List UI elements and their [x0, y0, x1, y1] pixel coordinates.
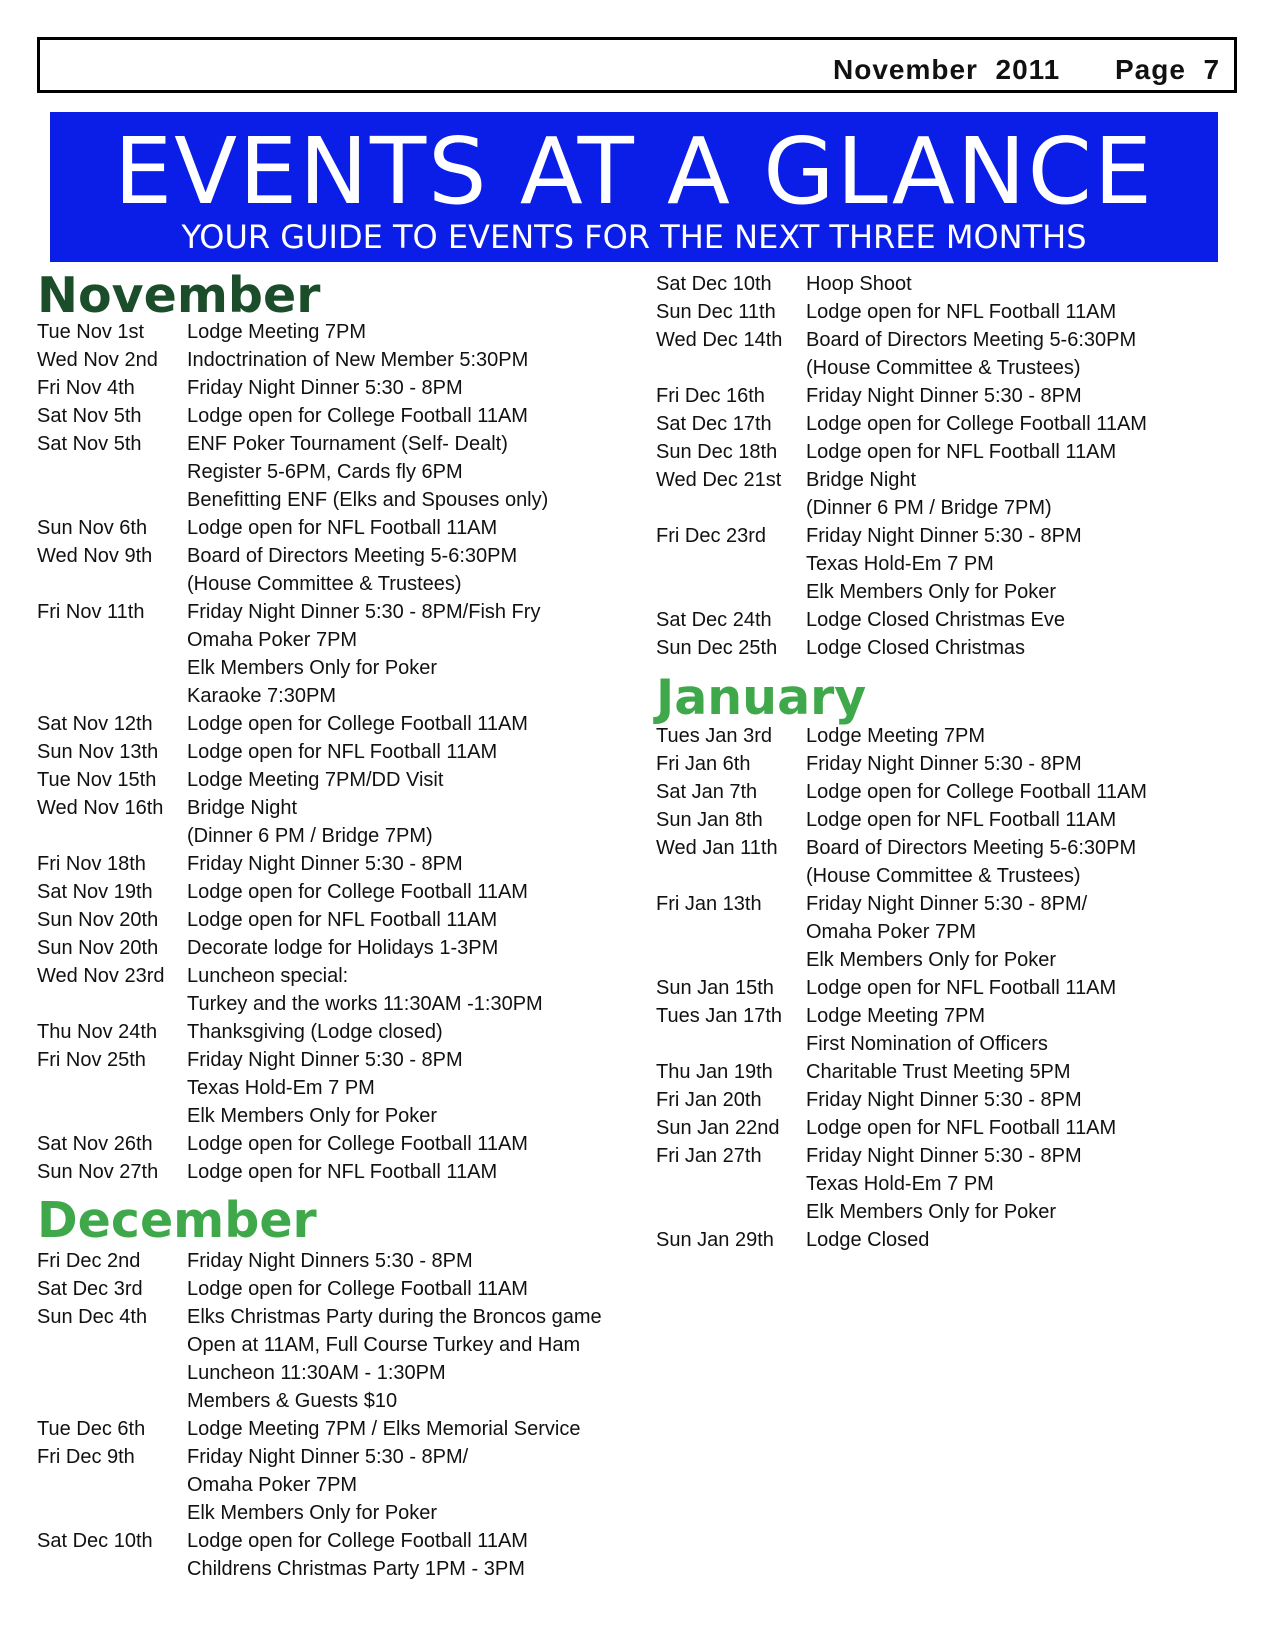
event-row	[37, 542, 548, 570]
event-row	[37, 1130, 548, 1158]
event-date: Wed Jan 11th	[656, 837, 778, 859]
event-description: Board of Directors Meeting 5-6:30PM	[806, 837, 1137, 859]
banner-title: EVENTS AT A GLANCE	[113, 118, 1155, 225]
event-description: Lodge open for College Football 11AM	[187, 713, 528, 735]
event-description: Omaha Poker 7PM	[187, 629, 358, 651]
event-row	[656, 918, 1147, 946]
event-description: Texas Hold-Em 7 PM	[187, 1077, 375, 1099]
event-row	[656, 1170, 1147, 1198]
event-row	[656, 946, 1147, 974]
event-row	[37, 346, 548, 374]
event-description: First Nomination of Officers	[806, 1033, 1048, 1055]
event-date	[37, 654, 187, 682]
event-description: Elk Members Only for Poker	[806, 581, 1057, 603]
event-description: Hoop Shoot	[806, 273, 912, 295]
event-description: Open at 11AM, Full Course Turkey and Ham	[187, 1334, 581, 1356]
event-description: Friday Night Dinner 5:30 - 8PM	[806, 753, 1082, 775]
event-row	[37, 1359, 602, 1387]
event-description: Elk Members Only for Poker	[806, 1201, 1057, 1223]
event-row	[37, 1527, 602, 1555]
event-row	[656, 494, 1147, 522]
event-row	[656, 550, 1147, 578]
issue-date: November 2011	[833, 54, 1061, 85]
event-row	[37, 458, 548, 486]
event-description: Turkey and the works 11:30AM -1:30PM	[187, 993, 543, 1015]
event-row	[37, 850, 548, 878]
event-description: Friday Night Dinner 5:30 - 8PM/Fish Fry	[187, 601, 541, 623]
event-description: Decorate lodge for Holidays 1-3PM	[187, 937, 499, 959]
event-description: Board of Directors Meeting 5-6:30PM	[187, 545, 518, 567]
event-description: Lodge open for NFL Football 11AM	[187, 909, 498, 931]
event-description: ENF Poker Tournament (Self- Dealt)	[187, 433, 508, 455]
event-date	[37, 1331, 187, 1359]
event-date: Sun Nov 20th	[37, 909, 159, 931]
event-row	[37, 906, 548, 934]
january-event-list	[656, 722, 1147, 1254]
november-heading: November	[37, 267, 321, 324]
event-row	[656, 1198, 1147, 1226]
event-date: Thu Nov 24th	[37, 1021, 158, 1043]
event-description: Lodge open for NFL Football 11AM	[806, 441, 1117, 463]
event-row	[656, 778, 1147, 806]
event-date: Fri Dec 16th	[656, 385, 765, 407]
event-date	[656, 550, 806, 578]
event-description: Childrens Christmas Party 1PM - 3PM	[187, 1558, 525, 1580]
event-date	[37, 1499, 187, 1527]
event-description: Elk Members Only for Poker	[187, 657, 438, 679]
event-date: Tues Jan 17th	[656, 1005, 783, 1027]
event-row	[656, 1002, 1147, 1030]
event-row	[656, 634, 1147, 662]
event-description: Charitable Trust Meeting 5PM	[806, 1061, 1071, 1083]
events-banner	[50, 112, 1218, 262]
event-description: Luncheon 11:30AM - 1:30PM	[187, 1362, 446, 1384]
event-date: Sun Nov 6th	[37, 517, 148, 539]
event-date: Tue Nov 1st	[37, 321, 145, 343]
event-row	[37, 1275, 602, 1303]
event-description: Lodge open for NFL Football 11AM	[806, 1117, 1117, 1139]
event-date	[656, 354, 806, 382]
event-description: Lodge Meeting 7PM	[806, 725, 986, 747]
event-description: Friday Night Dinner 5:30 - 8PM/	[187, 1446, 469, 1468]
event-date	[656, 494, 806, 522]
event-row	[37, 1102, 548, 1130]
event-description: Lodge open for NFL Football 11AM	[806, 301, 1117, 323]
event-row	[656, 326, 1147, 354]
event-date	[656, 1198, 806, 1226]
event-date: Sat Dec 17th	[656, 413, 772, 435]
event-date: Sun Nov 13th	[37, 741, 159, 763]
event-description: (House Committee & Trustees)	[806, 865, 1081, 887]
event-description: Members & Guests $10	[187, 1390, 398, 1412]
december-event-list-right	[656, 270, 1147, 662]
event-date: Sun Dec 18th	[656, 441, 778, 463]
event-row	[656, 722, 1147, 750]
event-date	[37, 458, 187, 486]
event-description: Lodge open for College Football 11AM	[187, 1278, 528, 1300]
event-date: Sun Nov 20th	[37, 937, 159, 959]
event-date: Sun Jan 29th	[656, 1229, 774, 1251]
event-date: Sat Nov 5th	[37, 433, 142, 455]
event-row	[37, 1443, 602, 1471]
event-row	[37, 626, 548, 654]
event-date	[656, 862, 806, 890]
event-description: Lodge open for NFL Football 11AM	[187, 1161, 498, 1183]
event-date: Sun Jan 15th	[656, 977, 774, 999]
event-date	[37, 1555, 187, 1583]
event-row	[37, 514, 548, 542]
event-date: Fri Nov 25th	[37, 1049, 146, 1071]
page-header	[37, 37, 1237, 93]
event-description: Lodge open for College Football 11AM	[806, 781, 1147, 803]
event-date	[656, 578, 806, 606]
event-row	[656, 1058, 1147, 1086]
event-date: Sun Jan 8th	[656, 809, 763, 831]
event-description: Friday Night Dinner 5:30 - 8PM	[187, 1049, 463, 1071]
event-date: Sat Nov 19th	[37, 881, 153, 903]
event-row	[37, 1158, 548, 1186]
event-row	[656, 1086, 1147, 1114]
event-row	[37, 738, 548, 766]
event-description: Lodge Closed Christmas Eve	[806, 609, 1066, 631]
event-row	[37, 962, 548, 990]
event-row	[37, 1555, 602, 1583]
event-date	[37, 822, 187, 850]
event-date	[37, 682, 187, 710]
event-date: Thu Jan 19th	[656, 1061, 773, 1083]
event-date: Wed Dec 21st	[656, 469, 782, 491]
event-row	[656, 270, 1147, 298]
event-date: Sat Nov 26th	[37, 1133, 153, 1155]
event-date: Tue Nov 15th	[37, 769, 157, 791]
event-row	[37, 1303, 602, 1331]
event-row	[37, 402, 548, 430]
event-date: Sat Nov 12th	[37, 713, 153, 735]
event-row	[37, 1471, 602, 1499]
event-description: Friday Night Dinner 5:30 - 8PM	[187, 853, 463, 875]
event-description: (Dinner 6 PM / Bridge 7PM)	[806, 497, 1052, 519]
event-description: Lodge Meeting 7PM	[187, 321, 367, 343]
event-description: Lodge Meeting 7PM / Elks Memorial Service	[187, 1418, 581, 1440]
event-row	[37, 1046, 548, 1074]
event-row	[656, 890, 1147, 918]
event-description: Friday Night Dinner 5:30 - 8PM	[806, 1145, 1082, 1167]
event-date: Fri Nov 11th	[37, 601, 145, 623]
event-description: Lodge open for College Football 11AM	[187, 405, 528, 427]
event-row	[37, 682, 548, 710]
event-description: Elks Christmas Party during the Broncos game	[187, 1306, 602, 1328]
event-description: Bridge Night	[806, 469, 917, 491]
event-row	[37, 1387, 602, 1415]
event-description: (House Committee & Trustees)	[187, 573, 462, 595]
event-description: Lodge open for College Football 11AM	[187, 1530, 528, 1552]
event-description: Indoctrination of New Member 5:30PM	[187, 349, 529, 371]
event-row	[656, 410, 1147, 438]
event-date: Sun Jan 22nd	[656, 1117, 780, 1139]
event-row	[656, 750, 1147, 778]
event-row	[656, 862, 1147, 890]
event-date: Fri Jan 27th	[656, 1145, 762, 1167]
event-date: Sun Dec 11th	[656, 301, 776, 323]
event-row	[656, 466, 1147, 494]
event-description: Lodge Meeting 7PM	[806, 1005, 986, 1027]
event-description: Omaha Poker 7PM	[806, 921, 977, 943]
event-description: Lodge open for College Football 11AM	[187, 881, 528, 903]
january-heading: January	[656, 669, 867, 726]
event-description: Friday Night Dinner 5:30 - 8PM	[806, 385, 1082, 407]
event-description: Thanksgiving (Lodge closed)	[187, 1021, 443, 1043]
event-description: Friday Night Dinner 5:30 - 8PM/	[806, 893, 1088, 915]
event-row	[37, 934, 548, 962]
event-date: Tue Dec 6th	[37, 1418, 146, 1440]
event-row	[37, 794, 548, 822]
event-date	[656, 946, 806, 974]
event-description: Friday Night Dinner 5:30 - 8PM	[187, 377, 463, 399]
event-description: Lodge open for NFL Football 11AM	[806, 977, 1117, 999]
event-description: Register 5-6PM, Cards fly 6PM	[187, 461, 463, 483]
page-number: Page 7	[1115, 54, 1221, 85]
event-description: Texas Hold-Em 7 PM	[806, 1173, 994, 1195]
event-date: Sat Dec 10th	[656, 273, 772, 295]
event-description: Texas Hold-Em 7 PM	[806, 553, 994, 575]
event-description: Lodge open for College Football 11AM	[806, 413, 1147, 435]
event-row	[656, 1142, 1147, 1170]
event-date: Sat Dec 24th	[656, 609, 772, 631]
event-row	[37, 430, 548, 458]
event-row	[37, 878, 548, 906]
event-date: Wed Nov 9th	[37, 545, 153, 567]
event-date: Fri Jan 13th	[656, 893, 762, 915]
event-row	[37, 822, 548, 850]
event-description: Friday Night Dinner 5:30 - 8PM	[806, 1089, 1082, 1111]
event-date	[37, 486, 187, 514]
event-row	[656, 834, 1147, 862]
event-date	[656, 1030, 806, 1058]
event-description: Lodge open for College Football 11AM	[187, 1133, 528, 1155]
event-date	[37, 1471, 187, 1499]
event-date	[656, 1170, 806, 1198]
event-description: Luncheon special:	[187, 965, 349, 987]
event-date	[37, 1074, 187, 1102]
event-date: Fri Jan 20th	[656, 1089, 762, 1111]
event-date: Sat Dec 3rd	[37, 1278, 143, 1300]
december-heading: December	[37, 1192, 317, 1249]
event-description: (House Committee & Trustees)	[806, 357, 1081, 379]
event-date: Fri Dec 23rd	[656, 525, 767, 547]
event-date: Fri Nov 4th	[37, 377, 135, 399]
event-description: Benefitting ENF (Elks and Spouses only)	[187, 489, 549, 511]
event-row	[656, 522, 1147, 550]
event-row	[37, 990, 548, 1018]
event-row	[37, 1074, 548, 1102]
event-row	[656, 438, 1147, 466]
event-description: Friday Night Dinners 5:30 - 8PM	[187, 1250, 473, 1272]
december-event-list-left	[37, 1247, 602, 1583]
event-row	[37, 766, 548, 794]
event-description: Lodge open for NFL Football 11AM	[806, 809, 1117, 831]
event-row	[656, 382, 1147, 410]
event-date: Fri Nov 18th	[37, 853, 146, 875]
event-row	[37, 318, 548, 346]
event-row	[656, 1030, 1147, 1058]
event-date	[37, 626, 187, 654]
event-description: (Dinner 6 PM / Bridge 7PM)	[187, 825, 433, 847]
event-row	[656, 974, 1147, 1002]
event-date: Sat Jan 7th	[656, 781, 758, 803]
event-row	[37, 654, 548, 682]
event-row	[37, 1247, 602, 1275]
event-date	[37, 570, 187, 598]
event-description: Elk Members Only for Poker	[187, 1105, 438, 1127]
event-row	[37, 1499, 602, 1527]
banner-subtitle: YOUR GUIDE TO EVENTS FOR THE NEXT THREE MONTHS	[181, 218, 1087, 256]
event-row	[656, 298, 1147, 326]
event-description: Omaha Poker 7PM	[187, 1474, 358, 1496]
event-date: Fri Dec 9th	[37, 1446, 135, 1468]
event-description: Lodge Closed	[806, 1229, 930, 1251]
event-description: Bridge Night	[187, 797, 298, 819]
event-description: Lodge Closed Christmas	[806, 637, 1025, 659]
event-row	[656, 606, 1147, 634]
event-row	[656, 1114, 1147, 1142]
event-row	[37, 486, 548, 514]
event-description: Lodge open for NFL Football 11AM	[187, 741, 498, 763]
event-date: Wed Nov 2nd	[37, 349, 158, 371]
event-description: Friday Night Dinner 5:30 - 8PM	[806, 525, 1082, 547]
event-row	[37, 1018, 548, 1046]
event-description: Lodge Meeting 7PM/DD Visit	[187, 769, 444, 791]
event-row	[37, 598, 548, 626]
event-row	[37, 710, 548, 738]
event-date: Sat Nov 5th	[37, 405, 142, 427]
event-date: Fri Dec 2nd	[37, 1250, 141, 1272]
event-description: Lodge open for NFL Football 11AM	[187, 517, 498, 539]
event-description: Elk Members Only for Poker	[187, 1502, 438, 1524]
event-date: Wed Nov 23rd	[37, 965, 165, 987]
event-row	[656, 1226, 1147, 1254]
event-description: Elk Members Only for Poker	[806, 949, 1057, 971]
event-row	[656, 354, 1147, 382]
event-date: Fri Jan 6th	[656, 753, 751, 775]
event-date: Wed Nov 16th	[37, 797, 164, 819]
event-row	[37, 1415, 602, 1443]
event-description: Board of Directors Meeting 5-6:30PM	[806, 329, 1137, 351]
event-row	[37, 570, 548, 598]
event-date	[37, 1102, 187, 1130]
november-event-list	[37, 318, 548, 1186]
event-row	[656, 806, 1147, 834]
event-date: Wed Dec 14th	[656, 329, 783, 351]
event-date: Sun Dec 4th	[37, 1306, 148, 1328]
event-row	[37, 1331, 602, 1359]
event-row	[656, 578, 1147, 606]
event-date	[37, 1359, 187, 1387]
event-date: Sun Nov 27th	[37, 1161, 159, 1183]
event-date	[37, 990, 187, 1018]
event-date	[37, 1387, 187, 1415]
event-date: Sun Dec 25th	[656, 637, 778, 659]
event-date: Tues Jan 3rd	[656, 725, 772, 747]
event-date	[656, 918, 806, 946]
event-date: Sat Dec 10th	[37, 1530, 153, 1552]
event-row	[37, 374, 548, 402]
event-description: Karaoke 7:30PM	[187, 685, 336, 707]
